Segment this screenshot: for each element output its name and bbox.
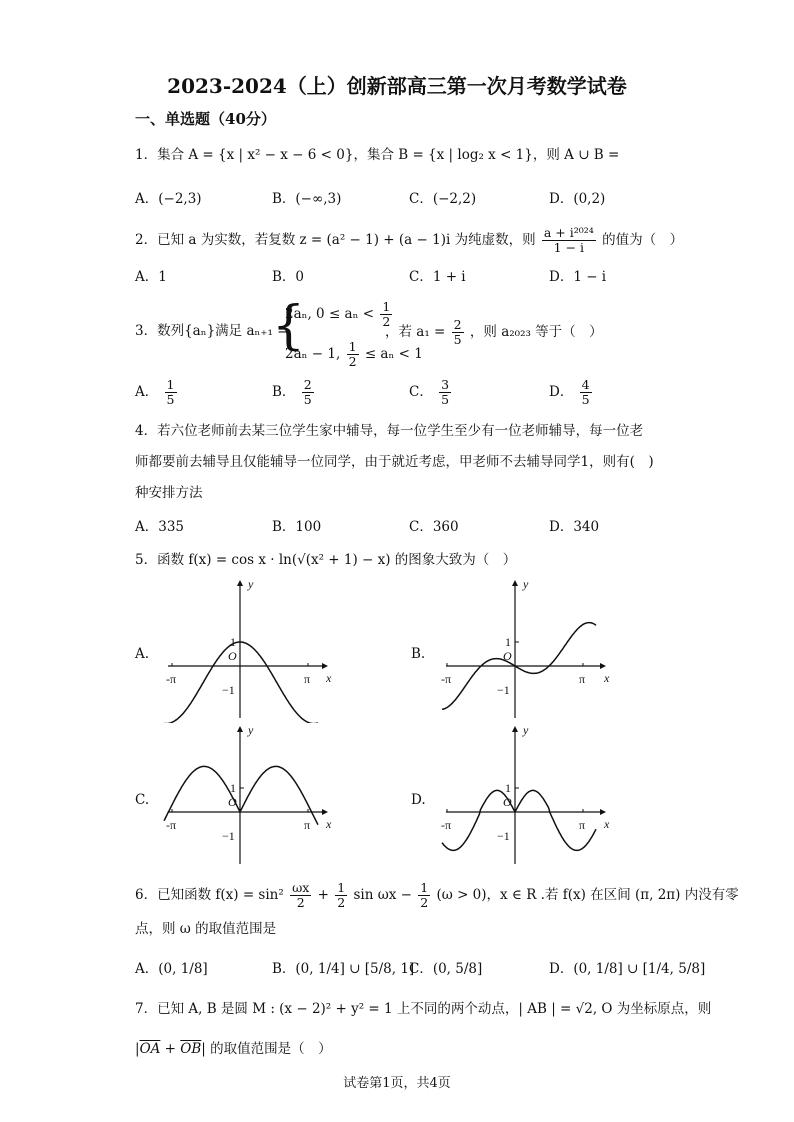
tick-label-neg-pi: -π [166,818,177,832]
y-axis-arrow [237,726,243,732]
page-title: 2023-2024（上）创新部高三第一次月考数学试卷 [167,74,627,98]
q1-option-c: C．(−2,2) [409,191,477,207]
q2-stem-end: 的值为（ ） [602,232,684,248]
q3-a1-label: ，若 a₁ = [385,324,446,340]
q6-option-a: A．(0, 1/8] [135,961,208,977]
tick-label-one: 1 [505,635,511,649]
q1-option-a: A．(−2,3) [135,191,202,207]
q5-graph-b [428,578,618,723]
q3-d-den: 5 [581,392,590,407]
q6-option-b: B．(0, 1/4] ∪ [5/8, 1] [272,961,415,977]
x-axis-label: x [604,817,610,831]
q3-a-den: 5 [166,392,175,407]
q3-case-1 [285,300,394,329]
q2-fraction-numerator: a + i²⁰²⁴ [543,225,594,240]
q3-case-2-tail: ≤ aₙ < 1 [364,346,423,362]
q6-stem-end: (ω > 0)，x ∈ R .若 f(x) 在区间 (π, 2π) 内没有零 [436,887,739,903]
question-7-line-2 [135,1040,332,1058]
q2-option-a: A．1 [135,269,167,285]
function-curve [164,766,318,824]
q3-half-den: 2 [382,314,391,329]
tick-label-neg-pi: -π [441,818,452,832]
y-axis-arrow [237,580,243,586]
q3-option-d [549,378,594,407]
q7-plus: + [160,1041,181,1057]
tick-label-one: 1 [505,781,511,795]
origin-label: O [503,649,512,663]
q6-frac-2-num: 1 [337,880,346,895]
q6-frac-3 [418,881,430,910]
q6-frac-2 [335,881,347,910]
question-2-stem [135,226,683,255]
y-axis-label: y [248,578,254,591]
q3-b-num: 2 [303,377,312,392]
function-curve [442,790,596,850]
origin-label: O [503,795,512,809]
q5-graph-c-label: C. [135,792,150,808]
q6-plus: + [317,887,329,903]
question-3-stem-end [385,318,603,347]
q6-option-d: D．(0, 1/8] ∪ [1/4, 5/8] [549,961,706,977]
tick-label-neg-one: −1 [497,683,510,697]
q3-case-2-half [347,340,359,369]
q3-brace: { [272,296,306,356]
q3-a1-num: 2 [453,317,462,332]
tick-label-neg-one: −1 [222,683,235,697]
q6-frac-1-den: 2 [296,895,305,910]
q3-option-d-fraction [580,378,592,407]
question-6-stem [135,881,739,910]
q3-option-a [135,378,179,407]
q2-option-b: B．0 [272,269,305,285]
q1-option-d: D．(0,2) [549,191,606,207]
q3-half-num: 1 [382,299,391,314]
q6-option-c: C．(0, 5/8] [409,961,483,977]
q6-frac-1-num: ωx [292,880,310,895]
q4-option-d: D．340 [549,519,600,535]
tick-label-neg-pi: -π [166,672,177,686]
tick-label-pi: π [304,818,311,832]
q3-a-num: 1 [166,377,175,392]
x-axis-arrow [600,809,606,815]
tick-label-pi: π [304,672,311,686]
q6-frac-3-num: 1 [420,880,429,895]
q3-half-den-2: 2 [348,354,357,369]
x-axis-label: x [326,817,332,831]
question-1-stem: 1．集合 A = {x | x² − x − 6 < 0}，集合 B = {x | log₂ x < 1}，则 A ∪ B = [135,147,620,163]
page-footer: 试卷第1页，共4页 [343,1076,451,1091]
y-axis-arrow [512,726,518,732]
question-7-line-1: 7．已知 A, B 是圆 M : (x − 2)² + y² = 1 上不同的两个动点，| AB | = √2, O 为坐标原点，则 [135,1001,712,1017]
q5-graph-d [428,724,618,869]
tick-label-neg-one: −1 [497,829,510,843]
q7-stem-end: | 的取值范围是（ ） [201,1041,332,1057]
q5-graph-c [150,724,340,869]
q3-b-den: 5 [303,392,312,407]
q3-option-a-fraction [165,378,177,407]
x-axis-arrow [322,809,328,815]
y-axis-label: y [523,724,529,737]
tick-label-neg-pi: -π [441,672,452,686]
x-axis-label: x [326,671,332,685]
q6-frac-2-den: 2 [337,895,346,910]
q3-option-c [409,378,453,407]
q3-half-num-2: 1 [348,339,357,354]
question-4-line-1: 4．若六位老师前去某三位学生家中辅导，每一位学生至少有一位老师辅导，每一位老 [135,423,644,439]
question-5-stem: 5．函数 f(x) = cos x · ln(√(x² + 1) − x) 的图象大致为（ ） [135,552,517,568]
q3-d-num: 4 [581,377,590,392]
q3-case-2-text: 2aₙ − 1, [285,346,341,362]
q3-option-d-label: D． [549,384,574,400]
q2-stem-start: 2．已知 a 为实数，若复数 z = (a² − 1) + (a − 1)i 为纯虚数，则 [135,232,536,248]
q6-stem-start: 6．已知函数 f(x) = sin² [135,887,284,903]
y-axis-arrow [512,580,518,586]
origin-label: O [228,649,237,663]
q1-option-b: B．(−∞,3) [272,191,342,207]
q5-graph-a-label: A. [135,646,150,662]
q3-a1-den: 5 [453,332,462,347]
tick-label-one: 1 [230,781,236,795]
tick-label-pi: π [579,818,586,832]
q3-option-c-label: C． [409,384,433,400]
q3-option-b-fraction [302,378,314,407]
x-axis-label: x [604,671,610,685]
q2-fraction [542,226,596,255]
x-axis-arrow [322,663,328,669]
q3-c-num: 3 [441,377,450,392]
q3-stem-tail: ，则 a₂₀₂₃ 等于（ ） [469,324,603,340]
q4-option-c: C．360 [409,519,459,535]
q2-option-d: D．1 − i [549,269,607,285]
q6-frac-1 [290,881,311,910]
q3-c-den: 5 [441,392,450,407]
q2-fraction-denominator: 1 − i [553,240,585,255]
q3-case-1-text: 2aₙ, 0 ≤ aₙ < [285,306,375,322]
function-curve [164,642,318,723]
q5-graph-a [150,578,340,723]
q3-option-c-fraction [439,378,451,407]
q7-vector-oa: $\overline{OA}$ [139,1041,161,1057]
q5-graph-b-label: B. [411,646,426,662]
y-axis-label: y [523,578,529,591]
q7-abs-open: | [135,1041,140,1057]
section-heading: 一、单选题（40分） [135,110,276,128]
tick-label-neg-one: −1 [222,829,235,843]
question-3-stem-start: 3．数列{aₙ}满足 aₙ₊₁ = [135,323,289,339]
q3-option-b [272,378,316,407]
q4-option-b: B．100 [272,519,322,535]
origin-label: O [228,795,237,809]
tick-label-one: 1 [230,635,236,649]
question-4-line-2: 师都要前去辅导且仅能辅导一位同学，由于就近考虑，甲老师不去辅导同学1，则有( ) [135,454,654,470]
q3-option-b-label: B． [272,384,296,400]
q3-a1-fraction [452,318,464,347]
tick-label-pi: π [579,672,586,686]
q7-vector-ob: $\overline{OB}$ [180,1041,202,1057]
question-4-line-3: 种安排方法 [135,485,203,501]
q3-option-a-label: A． [135,384,159,400]
q6-mid: sin ωx − [353,887,412,903]
question-6-line-2: 点，则 ω 的取值范围是 [135,921,277,937]
x-axis-arrow [600,663,606,669]
q2-option-c: C．1 + i [409,269,466,285]
q4-option-a: A．335 [135,519,185,535]
q5-graph-d-label: D. [411,792,426,808]
q6-frac-3-den: 2 [420,895,429,910]
y-axis-label: y [248,724,254,737]
